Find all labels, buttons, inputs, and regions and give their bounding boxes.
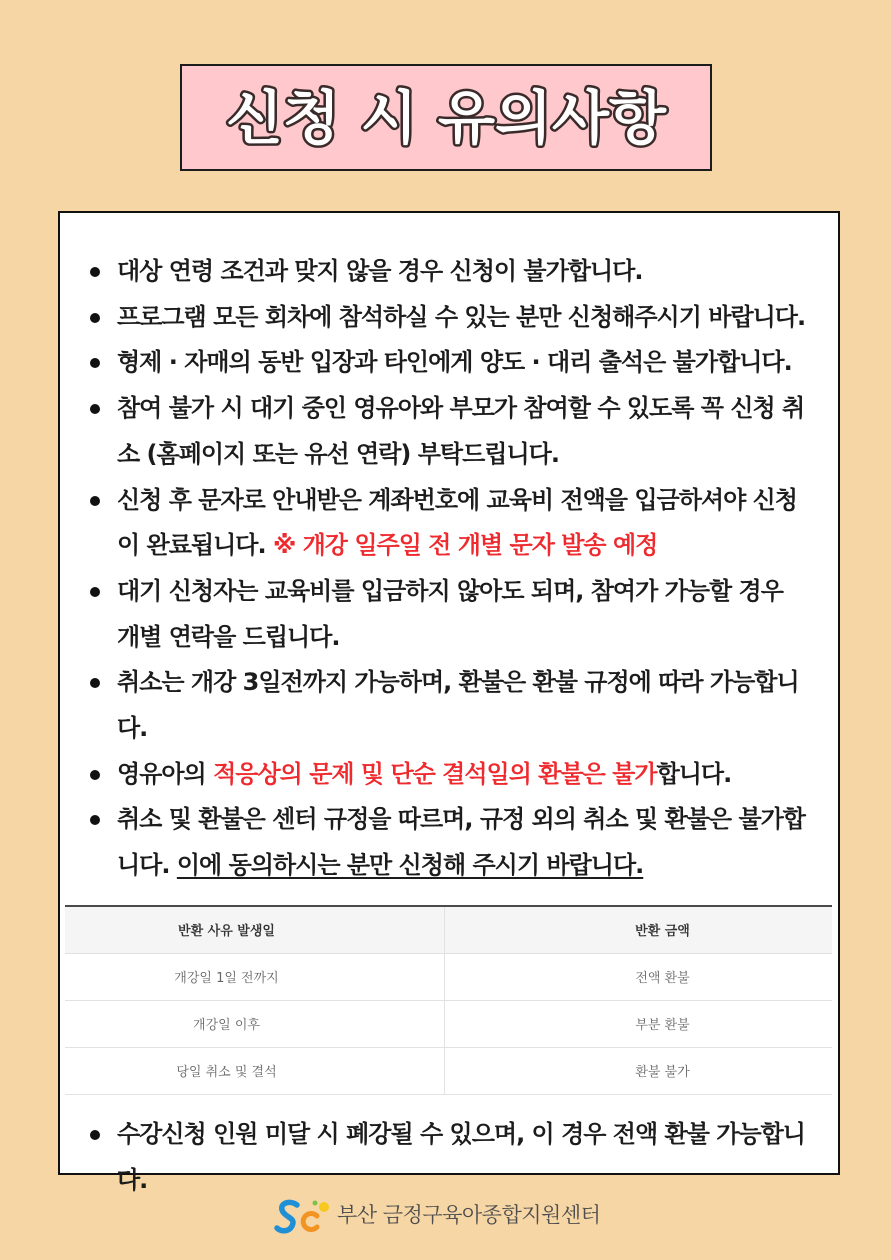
notice-item — [117, 249, 806, 295]
bullet-icon — [90, 770, 100, 780]
notice-item — [117, 386, 806, 477]
title-banner — [180, 64, 712, 171]
bullet-icon — [90, 404, 100, 414]
table-row — [65, 1001, 832, 1048]
notice-text: 대상 연령 조건과 맞지 않을 경우 신청이 불가합니다. — [117, 257, 643, 285]
title-graphic — [182, 66, 710, 169]
bullet-icon — [90, 358, 100, 368]
table-row — [65, 1048, 832, 1095]
notice-text: 신청 후 문자로 안내받은 계좌번호에 교육비 전액을 입금하셔야 신청이 완료됩니다. — [117, 485, 797, 560]
bullet-icon — [90, 313, 100, 323]
notice-list — [60, 213, 838, 889]
notice-text: 형제 · 자매의 동반 입장과 타인에게 양도 · 대리 출석은 불가합니다. — [117, 348, 792, 377]
notice-box — [58, 211, 840, 1194]
table-header-cell: 반환 금액 — [635, 924, 690, 940]
table-cell: 개강일 이후 — [65, 1001, 445, 1047]
refund-table — [65, 905, 832, 1095]
notice-text-end: 합니다. — [656, 759, 732, 788]
closing-notice: 수강신청 인원 미달 시 폐강될 수 있으며, 이 경우 전액 환불 가능합니다. — [117, 1119, 805, 1194]
bullet-icon — [90, 678, 100, 688]
closing-list — [60, 1112, 838, 1203]
notice-item — [117, 569, 806, 660]
page-title: 신청 시 유의사항 — [226, 84, 667, 152]
bullet-icon — [90, 267, 100, 277]
notice-text: 취소는 개강 3일전까지 가능하며, 환불은 환불 규정에 따라 가능합니다. — [117, 668, 799, 743]
table-cell: 환불 불가 — [635, 1065, 690, 1081]
notice-text: 대기 신청자는 교육비를 입금하지 않아도 되며, 참여가 가능할 경우 개별 연락을 드립니다. — [117, 576, 783, 651]
notice-item — [117, 340, 806, 386]
notice-item — [117, 478, 806, 569]
table-cell: 개강일 1일 전까지 — [65, 954, 445, 1000]
notice-text: 영유아의 — [117, 759, 206, 788]
bullet-icon — [90, 496, 100, 506]
notice-item — [117, 295, 806, 341]
notice-highlight: 적응상의 문제 및 단순 결석일의 환불은 불가 — [213, 759, 657, 788]
table-header-row — [65, 907, 832, 954]
notice-item — [117, 1112, 806, 1203]
table-row — [65, 954, 832, 1001]
notice-item — [117, 752, 806, 798]
notice-underline: 이에 동의하시는 분만 신청해 주시기 바랍니다. — [176, 851, 644, 880]
bullet-icon — [90, 587, 100, 597]
table-cell: 전액 환불 — [635, 971, 690, 987]
table-header-cell: 반환 사유 발생일 — [65, 907, 445, 953]
notice-item — [117, 660, 806, 751]
bullet-icon — [90, 815, 100, 825]
notice-highlight: ※ 개강 일주일 전 개별 문자 발송 예정 — [272, 531, 658, 560]
notice-text: 프로그램 모든 회차에 참석하실 수 있는 분만 신청해주시기 바랍니다. — [117, 302, 806, 331]
table-cell: 당일 취소 및 결석 — [65, 1048, 445, 1094]
center-logo-icon — [274, 1196, 332, 1236]
org-name: 부산 금정구육아종합지원센터 — [337, 1203, 601, 1227]
bullet-icon — [90, 1130, 100, 1140]
table-cell: 부분 환불 — [635, 1018, 690, 1034]
notice-item — [117, 797, 806, 888]
notice-text: 참여 불가 시 대기 중인 영유아와 부모가 참여할 수 있도록 꼭 신청 취소 (홈페이지 또는 유선 연락) 부탁드립니다. — [117, 394, 805, 468]
notice-text: 취소 및 환불은 센터 규정을 따르며, 규정 외의 취소 및 환불은 불가합니다. — [117, 805, 805, 880]
